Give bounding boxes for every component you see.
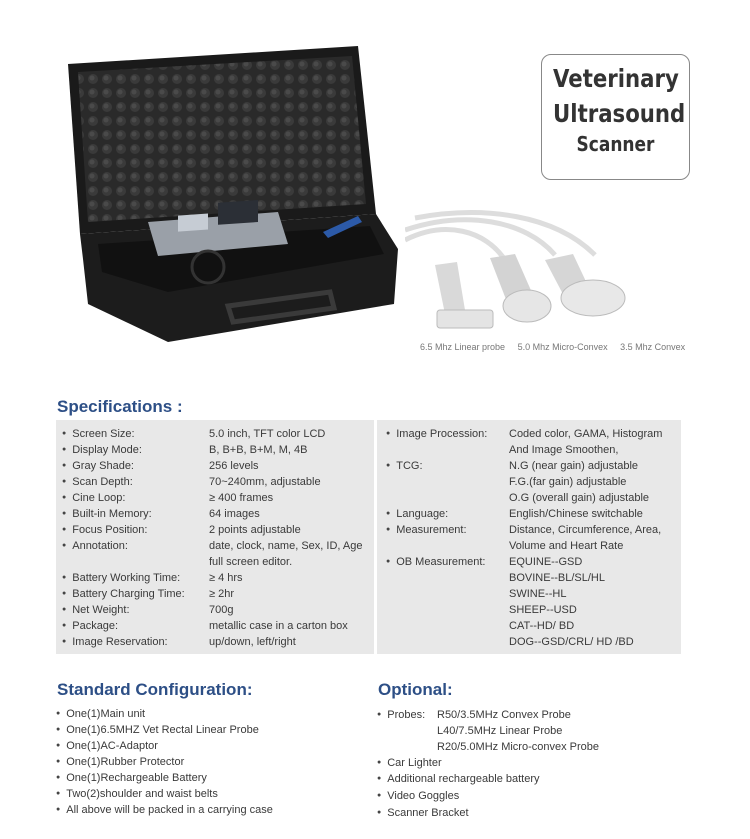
spec-value: ≥ 2hr [209, 588, 234, 600]
probe-caption: 5.0 Mhz Micro-Convex [517, 342, 608, 352]
list-item: ● One(1)Rubber Protector [56, 756, 185, 768]
list-item: ● All above will be packed in a carrying case [56, 804, 273, 816]
spec-value: CAT--HD/ BD [509, 620, 575, 632]
spec-row: ● Measurement: [386, 524, 467, 536]
optional-heading: Optional: [378, 680, 453, 699]
spec-value: Volume and Heart Rate [509, 540, 624, 552]
spec-value: 256 levels [209, 460, 259, 472]
list-item: ● One(1)6.5MHZ Vet Rectal Linear Probe [56, 724, 259, 736]
spec-row: ● Annotation: [62, 540, 128, 552]
specifications-left-panel [56, 420, 374, 654]
spec-value: BOVINE--BL/SL/HL [509, 572, 605, 584]
spec-row: ● Package: [62, 620, 119, 632]
list-item: ● Video Goggles [377, 790, 460, 802]
probe-caption: 6.5 Mhz Linear probe [420, 342, 506, 352]
list-item: ● Scanner Bracket [377, 807, 469, 819]
list-item: ● One(1)Main unit [56, 708, 146, 720]
spec-value: date, clock, name, Sex, ID, Age [209, 540, 363, 552]
spec-value: Coded color, GAMA, Histogram [509, 428, 663, 440]
product-title-box [541, 54, 690, 180]
title-line-1: Veterinary [553, 64, 679, 93]
standard-configuration-heading: Standard Configuration: [57, 680, 253, 699]
spec-row: ● OB Measurement: [386, 556, 486, 568]
spec-row: ● Image Procession: [386, 428, 488, 440]
spec-value: F.G.(far gain) adjustable [509, 476, 627, 488]
spec-row: ● Cine Loop: [62, 492, 126, 504]
list-item: ● Probes: [377, 709, 426, 721]
list-item: ● One(1)Rechargeable Battery [56, 772, 207, 784]
list-item: ● Additional rechargeable battery [377, 773, 540, 785]
spec-row: ● Language: [386, 508, 449, 520]
spec-row: ● Focus Position: [62, 524, 148, 536]
carrying-case-image [58, 44, 410, 344]
spec-value: ≥ 400 frames [209, 492, 274, 504]
spec-value: EQUINE--GSD [509, 556, 583, 568]
spec-row: ● Gray Shade: [62, 460, 134, 472]
spec-value: SWINE--HL [509, 588, 567, 600]
spec-value: metallic case in a carton box [209, 620, 348, 632]
spec-value: SHEEP--USD [509, 604, 577, 616]
spec-value: full screen editor. [209, 556, 293, 568]
spec-value: 2 points adjustable [209, 524, 301, 536]
spec-value: English/Chinese switchable [509, 508, 643, 520]
spec-value: DOG--GSD/CRL/ HD /BD [509, 636, 634, 648]
probe-option: R20/5.0MHz Micro-convex Probe [437, 741, 600, 753]
spec-value: 5.0 inch, TFT color LCD [209, 428, 326, 440]
spec-row: ● Screen Size: [62, 428, 135, 440]
title-line-2: Ultrasound [553, 99, 686, 128]
specifications-right-panel [377, 420, 681, 654]
spec-value: up/down, left/right [209, 636, 296, 648]
list-item: ● Two(2)shoulder and waist belts [56, 788, 218, 800]
title-line-3: Scanner [576, 132, 655, 156]
specifications-heading: Specifications : [57, 397, 183, 416]
probe-caption: 3.5 Mhz Convex [620, 342, 686, 352]
spec-value: N.G (near gain) adjustable [509, 460, 639, 472]
spec-value: Distance, Circumference, Area, [509, 524, 662, 536]
spec-row: ● Battery Working Time: [62, 572, 181, 584]
spec-row: ● Net Weight: [62, 604, 130, 616]
spec-row: ● Scan Depth: [62, 476, 133, 488]
spec-value: B, B+B, B+M, M, 4B [209, 444, 308, 456]
spec-value: O.G (overall gain) adjustable [509, 492, 650, 504]
probes-image [405, 210, 650, 340]
list-item: ● One(1)AC-Adaptor [56, 740, 158, 752]
probe-option: R50/3.5MHz Convex Probe [437, 709, 571, 721]
spec-value: 70~240mm, adjustable [209, 476, 321, 488]
probe-option: L40/7.5MHz Linear Probe [437, 725, 563, 737]
list-item: ● Car Lighter [377, 757, 442, 769]
spec-value: And Image Smoothen, [509, 444, 619, 456]
spec-row: ● Built-in Memory: [62, 508, 152, 520]
spec-value: ≥ 4 hrs [209, 572, 243, 584]
probe-captions [420, 342, 695, 352]
spec-row: ● TCG: [386, 460, 423, 472]
specifications-table [56, 420, 681, 654]
spec-row: ● Battery Charging Time: [62, 588, 185, 600]
spec-value: 700g [209, 604, 234, 616]
spec-row: ● Display Mode: [62, 444, 142, 456]
spec-value: 64 images [209, 508, 260, 520]
spec-row: ● Image Reservation: [62, 636, 168, 648]
